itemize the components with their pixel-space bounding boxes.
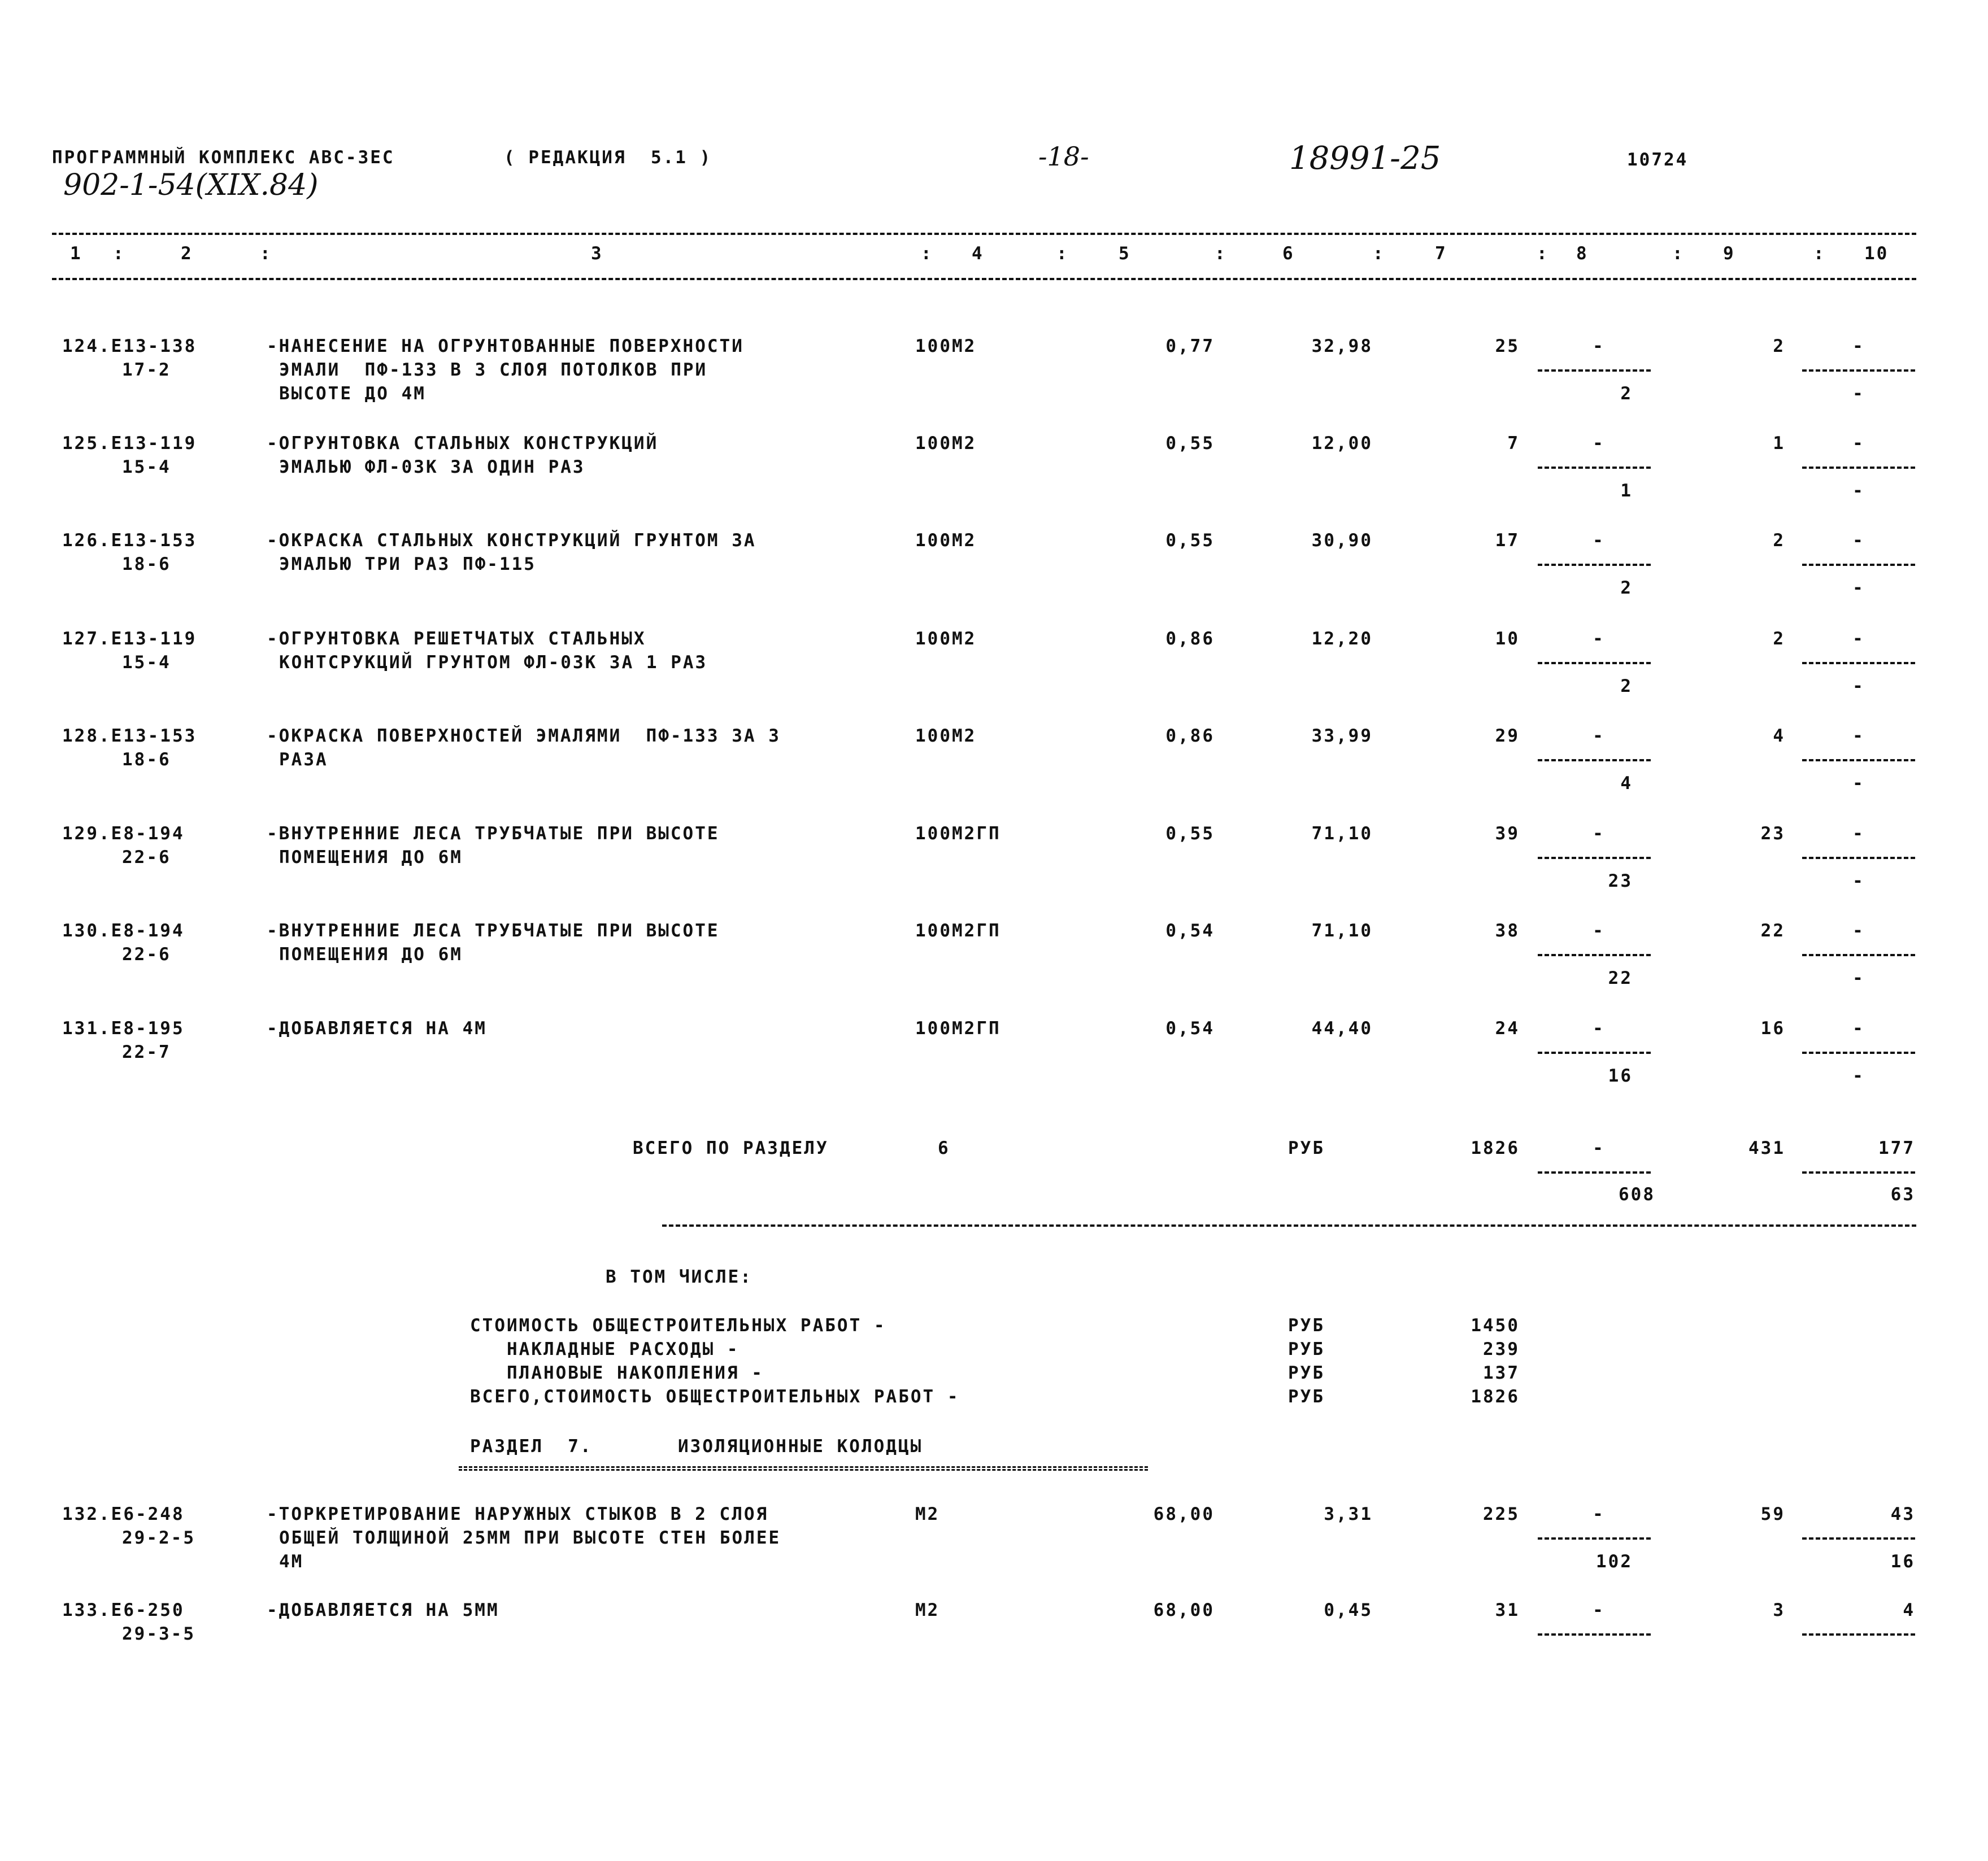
item-sub-code: 18-6 <box>122 749 171 770</box>
item-description: ОБЩЕЙ ТОЛЩИНОЙ 25ММ ПРИ ВЫСОТЕ СТЕН БОЛЕЕ <box>279 1528 781 1548</box>
item-description: ВЫСОТЕ ДО 4М <box>279 383 426 404</box>
col9: 22 <box>1760 921 1785 941</box>
col8-rule <box>1538 369 1651 372</box>
col8-top: - <box>1593 726 1605 746</box>
item-unit: 100М2ГП <box>915 1018 1001 1039</box>
col9: 2 <box>1773 336 1785 356</box>
column-number: 3 <box>591 243 603 264</box>
col10-top: - <box>1852 1018 1865 1039</box>
item-quantity: 0,55 <box>1165 530 1215 551</box>
col8-top: - <box>1593 530 1605 551</box>
item-unit: 100М2ГП <box>915 921 1001 941</box>
section-total-label: ВСЕГО ПО РАЗДЕЛУ <box>633 1138 829 1158</box>
column-number: 6 <box>1282 243 1295 264</box>
item-unit: 100М2 <box>915 629 977 649</box>
col10-top: - <box>1852 336 1865 356</box>
col8-top: - <box>1593 1504 1605 1524</box>
item-description: -ОКРАСКА ПОВЕРХНОСТЕЙ ЭМАЛЯМИ ПФ-133 ЗА 3 <box>267 726 781 746</box>
item-code: 124.E13-138 <box>62 336 197 356</box>
col10-bottom: - <box>1852 1066 1865 1086</box>
item-sub-code: 15-4 <box>122 652 171 673</box>
item-sub-code: 29-3-5 <box>122 1624 195 1644</box>
section-total-rule <box>662 1224 1916 1227</box>
col10-top: - <box>1852 726 1865 746</box>
project-code: 902-1-54(XIX.84) <box>63 168 319 202</box>
col9: 2 <box>1773 629 1785 649</box>
item-unit-price: 0,45 <box>1324 1600 1373 1620</box>
col8-bottom: 2 <box>1620 676 1633 696</box>
col10-top: - <box>1852 530 1865 551</box>
program-title: ПРОГРАММНЫЙ КОМПЛЕКС АВС-ЗЕС <box>52 147 395 168</box>
item-description: 4М <box>279 1551 304 1572</box>
item-description: КОНТСРУКЦИЙ ГРУНТОМ ФЛ-03К ЗА 1 РАЗ <box>279 652 708 673</box>
col10-top: 4 <box>1903 1600 1915 1620</box>
col8-bottom: 4 <box>1620 773 1633 794</box>
col8-rule <box>1538 662 1651 664</box>
col8-rule <box>1538 1537 1651 1540</box>
estimate-row <box>0 724 1988 814</box>
item-unit: 100М2 <box>915 433 977 454</box>
item-unit: М2 <box>915 1504 940 1524</box>
item-description: ЭМАЛИ ПФ-133 В 3 СЛОЯ ПОТОЛКОВ ПРИ <box>279 360 708 380</box>
item-sub-code: 15-4 <box>122 457 171 477</box>
col10-bottom: - <box>1852 676 1865 696</box>
col10-top: - <box>1852 823 1865 844</box>
including-value: 137 <box>1483 1363 1520 1383</box>
including-value: 1826 <box>1471 1387 1520 1407</box>
including-label: СТОИМОСТЬ ОБЩЕСТРОИТЕЛЬНЫХ РАБОТ - <box>470 1315 886 1336</box>
col8-top: - <box>1593 921 1605 941</box>
item-unit-price: 32,98 <box>1311 336 1373 356</box>
item-quantity: 0,86 <box>1165 629 1215 649</box>
item-quantity: 68,00 <box>1153 1600 1215 1620</box>
item-sub-code: 29-2-5 <box>122 1528 195 1548</box>
column-separator: : <box>1215 243 1227 264</box>
col8-bottom: 22 <box>1608 968 1633 988</box>
section-total-col9: 431 <box>1748 1138 1785 1158</box>
item-description: -ОГРУНТОВКА СТАЛЬНЫХ КОНСТРУКЦИЙ <box>267 433 659 454</box>
item-sub-code: 22-7 <box>122 1042 171 1062</box>
item-unit: 100М2 <box>915 726 977 746</box>
item-description: ПОМЕЩЕНИЯ ДО 6М <box>279 847 463 868</box>
col10-bottom: - <box>1852 481 1865 501</box>
column-separator: : <box>1672 243 1685 264</box>
column-separator: : <box>1373 243 1385 264</box>
item-quantity: 68,00 <box>1153 1504 1215 1524</box>
item-sub-code: 22-6 <box>122 847 171 868</box>
column-separator: : <box>113 243 125 264</box>
item-description: -НАНЕСЕНИЕ НА ОГРУНТОВАННЫЕ ПОВЕРХНОСТИ <box>267 336 744 356</box>
column-separator: : <box>1056 243 1069 264</box>
item-description: -ВНУТРЕННИЕ ЛЕСА ТРУБЧАТЫЕ ПРИ ВЫСОТЕ <box>267 921 720 941</box>
column-separator: : <box>921 243 933 264</box>
col8-bottom: 23 <box>1608 871 1633 891</box>
col10-bottom: 16 <box>1890 1551 1915 1572</box>
col10-rule <box>1802 564 1915 566</box>
column-separator: : <box>1813 243 1826 264</box>
section-total-number: 6 <box>938 1138 950 1158</box>
column-separator: : <box>260 243 272 264</box>
header-bottom-rule <box>52 278 1916 280</box>
col8-bottom: 16 <box>1608 1066 1633 1086</box>
col10-rule <box>1802 1537 1915 1540</box>
column-separator: : <box>1537 243 1549 264</box>
col8-top: - <box>1593 823 1605 844</box>
section-total-value: 1826 <box>1471 1138 1520 1158</box>
item-total: 29 <box>1495 726 1520 746</box>
col10-bottom: - <box>1852 578 1865 598</box>
column-number: 10 <box>1864 243 1889 264</box>
col10-bottom: - <box>1852 773 1865 794</box>
section7-label: РАЗДЕЛ 7. <box>470 1436 593 1457</box>
item-unit-price: 33,99 <box>1311 726 1373 746</box>
col8-rule <box>1538 467 1651 469</box>
item-code: 131.E8-195 <box>62 1018 185 1039</box>
item-unit-price: 71,10 <box>1311 823 1373 844</box>
estimate-row <box>0 432 1988 522</box>
item-total: 10 <box>1495 629 1520 649</box>
item-total: 39 <box>1495 823 1520 844</box>
section-total-col10-bottom: 63 <box>1890 1184 1915 1205</box>
col8-rule <box>1538 1633 1651 1636</box>
item-code: 128.E13-153 <box>62 726 197 746</box>
sheet-number: 10724 <box>1627 150 1689 170</box>
item-description: РАЗА <box>279 749 328 770</box>
item-code: 129.E8-194 <box>62 823 185 844</box>
estimate-row <box>0 334 1988 425</box>
item-description: ПОМЕЩЕНИЯ ДО 6М <box>279 944 463 965</box>
item-sub-code: 22-6 <box>122 944 171 965</box>
col9: 3 <box>1773 1600 1785 1620</box>
item-total: 25 <box>1495 336 1520 356</box>
item-total: 38 <box>1495 921 1520 941</box>
column-number: 7 <box>1435 243 1447 264</box>
item-unit-price: 44,40 <box>1311 1018 1373 1039</box>
section7-title: ИЗОЛЯЦИОННЫЕ КОЛОДЦЫ <box>678 1436 923 1457</box>
col10-top: 43 <box>1890 1504 1915 1524</box>
item-unit-price: 71,10 <box>1311 921 1373 941</box>
page-number: -18- <box>1038 141 1089 172</box>
item-quantity: 0,55 <box>1165 433 1215 454</box>
column-number: 9 <box>1723 243 1735 264</box>
item-description: -ВНУТРЕННИЕ ЛЕСА ТРУБЧАТЫЕ ПРИ ВЫСОТЕ <box>267 823 720 844</box>
item-quantity: 0,54 <box>1165 1018 1215 1039</box>
item-unit: 100М2 <box>915 336 977 356</box>
item-code: 125.E13-119 <box>62 433 197 454</box>
col10-rule <box>1802 1633 1915 1636</box>
item-quantity: 0,77 <box>1165 336 1215 356</box>
col9: 4 <box>1773 726 1785 746</box>
item-unit: 100М2 <box>915 530 977 551</box>
col10-bottom: - <box>1852 871 1865 891</box>
col10-rule <box>1802 1052 1915 1054</box>
col10-bottom: - <box>1852 968 1865 988</box>
estimate-row <box>0 529 1988 619</box>
item-total: 24 <box>1495 1018 1520 1039</box>
item-code: 130.E8-194 <box>62 921 185 941</box>
col8-top: - <box>1593 433 1605 454</box>
col10-rule <box>1802 954 1915 956</box>
col8-rule <box>1538 564 1651 566</box>
column-number: 4 <box>972 243 984 264</box>
including-unit: РУБ <box>1288 1315 1325 1336</box>
item-unit-price: 12,00 <box>1311 433 1373 454</box>
column-number: 5 <box>1119 243 1131 264</box>
item-code: 133.E6-250 <box>62 1600 185 1620</box>
item-total: 17 <box>1495 530 1520 551</box>
item-unit-price: 12,20 <box>1311 629 1373 649</box>
item-code: 132.E6-248 <box>62 1504 185 1524</box>
col9: 2 <box>1773 530 1785 551</box>
edition-label: ( РЕДАКЦИЯ 5.1 ) <box>504 147 712 168</box>
item-code: 126.E13-153 <box>62 530 197 551</box>
section-total-col8-bottom: 608 <box>1619 1184 1655 1205</box>
including-unit: РУБ <box>1288 1387 1325 1407</box>
item-unit: М2 <box>915 1600 940 1620</box>
col10-rule <box>1802 467 1915 469</box>
column-number: 2 <box>181 243 193 264</box>
col8-bottom: 1 <box>1620 481 1633 501</box>
item-description: ЭМАЛЬЮ ФЛ-03К ЗА ОДИН РАЗ <box>279 457 585 477</box>
col8-rule <box>1538 954 1651 956</box>
item-description: -ОКРАСКА СТАЛЬНЫХ КОНСТРУКЦИЙ ГРУНТОМ ЗА <box>267 530 756 551</box>
col10-rule <box>1802 662 1915 664</box>
estimate-row <box>0 1017 1988 1107</box>
column-number: 8 <box>1576 243 1589 264</box>
column-header <box>0 242 1988 270</box>
col10-rule <box>1802 759 1915 761</box>
including-value: 1450 <box>1471 1315 1520 1336</box>
item-total: 225 <box>1483 1504 1520 1524</box>
item-quantity: 0,54 <box>1165 921 1215 941</box>
section-total-col10-top: 177 <box>1878 1138 1915 1158</box>
col10-rule <box>1802 857 1915 859</box>
item-description: ЭМАЛЬЮ ТРИ РАЗ ПФ-115 <box>279 554 536 574</box>
item-unit: 100М2ГП <box>915 823 1001 844</box>
including-title: В ТОМ ЧИСЛЕ: <box>606 1267 752 1287</box>
col8-rule <box>1538 1052 1651 1054</box>
col9: 1 <box>1773 433 1785 454</box>
including-label: ВСЕГО,СТОИМОСТЬ ОБЩЕСТРОИТЕЛЬНЫХ РАБОТ - <box>470 1387 960 1407</box>
col10-rule <box>1802 369 1915 372</box>
item-sub-code: 17-2 <box>122 360 171 380</box>
col9: 59 <box>1760 1504 1785 1524</box>
section-total-col8-top: - <box>1593 1138 1605 1158</box>
col10-top: - <box>1852 629 1865 649</box>
col8-bottom: 2 <box>1620 383 1633 404</box>
including-unit: РУБ <box>1288 1363 1325 1383</box>
col10-bottom: - <box>1852 383 1865 404</box>
col8-top: - <box>1593 1018 1605 1039</box>
col8-rule <box>1538 857 1651 859</box>
section-total-col10-rule <box>1802 1171 1915 1174</box>
estimate-row <box>0 919 1988 1009</box>
col8-rule <box>1538 759 1651 761</box>
including-unit: РУБ <box>1288 1339 1325 1359</box>
item-unit-price: 30,90 <box>1311 530 1373 551</box>
document-code: 18991-25 <box>1289 140 1441 177</box>
item-description: -ТОРКРЕТИРОВАНИЕ НАРУЖНЫХ СТЫКОВ В 2 СЛОЯ <box>267 1504 769 1524</box>
section7-row <box>0 1598 1988 1689</box>
item-quantity: 0,86 <box>1165 726 1215 746</box>
item-unit-price: 3,31 <box>1324 1504 1373 1524</box>
col10-top: - <box>1852 921 1865 941</box>
item-quantity: 0,55 <box>1165 823 1215 844</box>
col10-top: - <box>1852 433 1865 454</box>
col9: 16 <box>1760 1018 1785 1039</box>
item-sub-code: 18-6 <box>122 554 171 574</box>
col8-top: - <box>1593 1600 1605 1620</box>
section7-underline <box>459 1466 1148 1471</box>
estimate-row <box>0 822 1988 912</box>
including-value: 239 <box>1483 1339 1520 1359</box>
col8-bottom: 2 <box>1620 578 1633 598</box>
col8-top: - <box>1593 336 1605 356</box>
section-total-unit: РУБ <box>1288 1138 1325 1158</box>
item-description: -ОГРУНТОВКА РЕШЕТЧАТЫХ СТАЛЬНЫХ <box>267 629 646 649</box>
item-code: 127.E13-119 <box>62 629 197 649</box>
item-description: -ДОБАВЛЯЕТСЯ НА 5ММ <box>267 1600 499 1620</box>
section-total-col8-rule <box>1538 1171 1651 1174</box>
col8-top: - <box>1593 629 1605 649</box>
item-description: -ДОБАВЛЯЕТСЯ НА 4М <box>267 1018 487 1039</box>
item-total: 7 <box>1507 433 1520 454</box>
column-number: 1 <box>70 243 82 264</box>
estimate-row <box>0 627 1988 717</box>
including-label: НАКЛАДНЫЕ РАСХОДЫ - <box>470 1339 739 1359</box>
header-top-rule <box>52 233 1916 235</box>
item-total: 31 <box>1495 1600 1520 1620</box>
section7-row <box>0 1502 1988 1593</box>
col9: 23 <box>1760 823 1785 844</box>
including-label: ПЛАНОВЫЕ НАКОПЛЕНИЯ - <box>470 1363 764 1383</box>
col8-bottom: 102 <box>1596 1551 1633 1572</box>
